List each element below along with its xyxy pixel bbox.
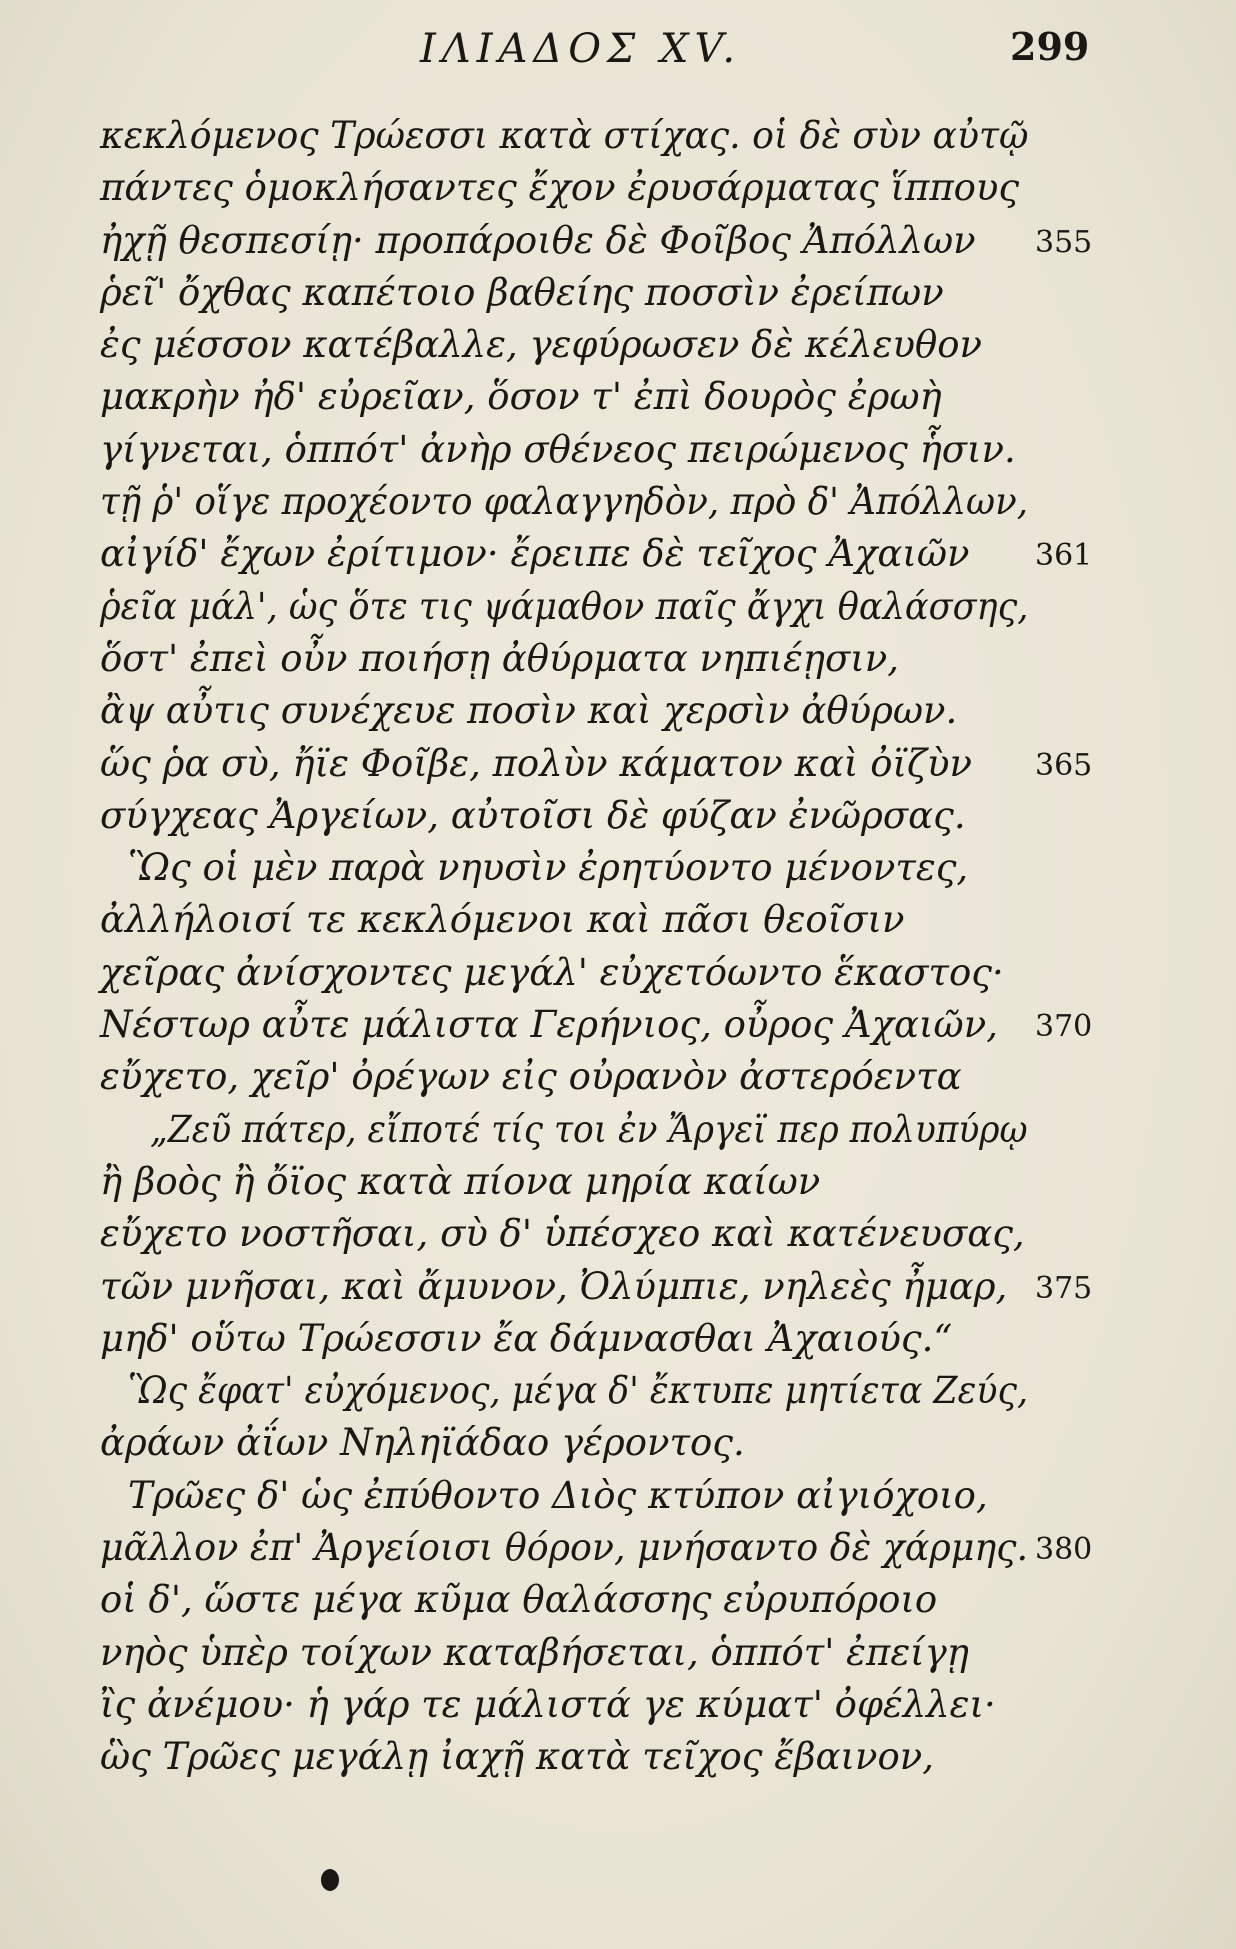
verse-text: χεῖρας ἀνίσχοντες μεγάλ' εὐχετόωντο ἕκαστος· [100, 950, 1004, 994]
verse-text: ῥεῖα μάλ', ὡς ὅτε τις ψάμαθον παῖς ἄγχι θαλάσσης, [100, 584, 1029, 628]
verse-text: γίγνεται, ὁππότ' ἀνὴρ σθένεος πειρώμενος ἧσιν. [100, 427, 1016, 471]
verse-line [0, 319, 1236, 371]
verse-line [0, 528, 1236, 580]
verse-text: τῇ ῥ' οἵγε προχέοντο φαλαγγηδὸν, πρὸ δ' Ἀπόλλων, [100, 480, 1029, 524]
running-title: ΙΛΙΑΔΟΣ XV. [420, 26, 742, 72]
verse-text: ἠχῇ θεσπεσίῃ· προπάροιθε δὲ Φοῖβος Ἀπόλλων [100, 218, 976, 262]
verse-line [0, 738, 1236, 790]
line-number: 370 [1035, 1009, 1093, 1045]
verse-text: εὔχετο, χεῖρ' ὀρέγων εἰς οὐρανὸν ἀστερόεντα [100, 1055, 962, 1099]
verse-line [0, 1156, 1236, 1208]
verse-line [0, 424, 1236, 476]
verse-line [0, 267, 1236, 319]
verse-line [0, 894, 1236, 946]
verse-line [0, 215, 1236, 267]
verse-line [0, 1470, 1236, 1522]
verse-text: ὥς ῥα σὺ, ἤϊε Φοῖβε, πολὺν κάματον καὶ ὀϊζὺν [100, 741, 973, 785]
verse-text: μηδ' οὕτω Τρώεσσιν ἔα δάμνασθαι Ἀχαιούς.“ [100, 1316, 953, 1360]
verse-line [0, 842, 1236, 894]
line-number: 375 [1035, 1270, 1093, 1306]
verse-text: νηὸς ὑπὲρ τοίχων καταβήσεται, ὁππότ' ἐπείγῃ [100, 1630, 969, 1674]
verse-line [0, 1313, 1236, 1365]
verse-line [0, 476, 1236, 528]
verse-text: Ὣς οἱ μὲν παρὰ νηυσὶν ἐρητύοντο μένοντες, [128, 846, 969, 890]
verse-line [0, 1627, 1236, 1679]
verse-text: εὔχετο νοστῆσαι, σὺ δ' ὑπέσχεο καὶ κατένευσας, [100, 1212, 1025, 1256]
verse-line [0, 162, 1236, 214]
line-number: 361 [1035, 538, 1093, 574]
verse-line [0, 1679, 1236, 1731]
verse-text: ῥεῖ' ὄχθας καπέτοιο βαθείης ποσσὶν ἐρείπων [100, 270, 944, 314]
verse-line [0, 1365, 1236, 1417]
verse-text: ὣς Τρῶες μεγάλῃ ἰαχῇ κατὰ τεῖχος ἔβαινον, [100, 1735, 935, 1779]
verse-text: ἀράων ἀΐων Νηληϊάδαο γέροντος. [100, 1421, 745, 1465]
page-number: 299 [1010, 24, 1090, 69]
line-number: 365 [1035, 747, 1093, 783]
verse-line [0, 1051, 1236, 1103]
verse-line [0, 1731, 1236, 1783]
verse-line [0, 1522, 1236, 1574]
verse-text: ἂψ αὖτις συνέχευε ποσὶν καὶ χερσὶν ἀθύρων. [100, 689, 958, 733]
verse-text: „Ζεῦ πάτερ, εἴποτέ τίς τοι ἐν Ἄργεϊ περ πολυπύρῳ [150, 1107, 1028, 1151]
verse-text: τῶν μνῆσαι, καὶ ἄμυνον, Ὀλύμπιε, νηλεὲς ἦμαρ, [100, 1264, 1008, 1308]
verse-line [0, 999, 1236, 1051]
verse-line [0, 1261, 1236, 1313]
line-number: 380 [1035, 1532, 1093, 1568]
verse-text: ὅστ' ἐπεὶ οὖν ποιήσῃ ἀθύρματα νηπιέῃσιν, [100, 636, 899, 680]
verse-line [0, 685, 1236, 737]
verse-text: κεκλόμενος Τρώεσσι κατὰ στίχας. οἱ δὲ σὺν αὐτῷ [100, 114, 1029, 157]
verse-text: ἐς μέσσον κατέβαλλε, γεφύρωσεν δὲ κέλευθον [100, 323, 983, 367]
verse-line [0, 581, 1236, 633]
verse-line [0, 1104, 1236, 1156]
verse-text: Νέστωρ αὖτε μάλιστα Γερήνιος, οὖρος Ἀχαιῶν, [100, 1003, 998, 1047]
verse-text: Ὣς ἔφατ' εὐχόμενος, μέγα δ' ἔκτυπε μητίετα Ζεύς, [128, 1369, 1029, 1413]
verse-text: Τρῶες δ' ὡς ἐπύθοντο Διὸς κτύπον αἰγιόχοιο, [128, 1473, 988, 1517]
verse-block [0, 110, 1236, 1784]
printer-mark [321, 1869, 339, 1891]
verse-line [0, 633, 1236, 685]
verse-line [0, 947, 1236, 999]
verse-text: αἰγίδ' ἔχων ἐρίτιμον· ἔρειπε δὲ τεῖχος Ἀχαιῶν [100, 532, 970, 576]
verse-text: ἀλλήλοισί τε κεκλόμενοι καὶ πᾶσι θεοῖσιν [100, 898, 905, 942]
verse-text: ἢ βοὸς ἢ ὄϊος κατὰ πίονα μηρία καίων [100, 1159, 821, 1203]
verse-text: ἲς ἀνέμου· ἡ γάρ τε μάλιστά γε κύματ' ὀφέλλει· [100, 1682, 996, 1726]
verse-line [0, 110, 1236, 162]
line-number: 355 [1035, 224, 1093, 260]
verse-line [0, 1417, 1236, 1469]
verse-line [0, 1208, 1236, 1260]
verse-text: πάντες ὁμοκλήσαντες ἔχον ἐρυσάρματας ἵππους [100, 166, 1020, 210]
verse-text: σύγχεας Ἀργείων, αὐτοῖσι δὲ φύζαν ἐνῶρσας. [100, 793, 966, 837]
verse-text: μακρὴν ἠδ' εὐρεῖαν, ὅσον τ' ἐπὶ δουρὸς ἐρωὴ [100, 375, 942, 419]
verse-text: μᾶλλον ἐπ' Ἀργείοισι θόρον, μνήσαντο δὲ χάρμης. [100, 1526, 1029, 1570]
page-header [0, 20, 1236, 90]
verse-text: οἱ δ', ὥστε μέγα κῦμα θαλάσσης εὐρυπόροιο [100, 1578, 938, 1622]
verse-line [0, 1574, 1236, 1626]
verse-line [0, 790, 1236, 842]
verse-line [0, 371, 1236, 423]
